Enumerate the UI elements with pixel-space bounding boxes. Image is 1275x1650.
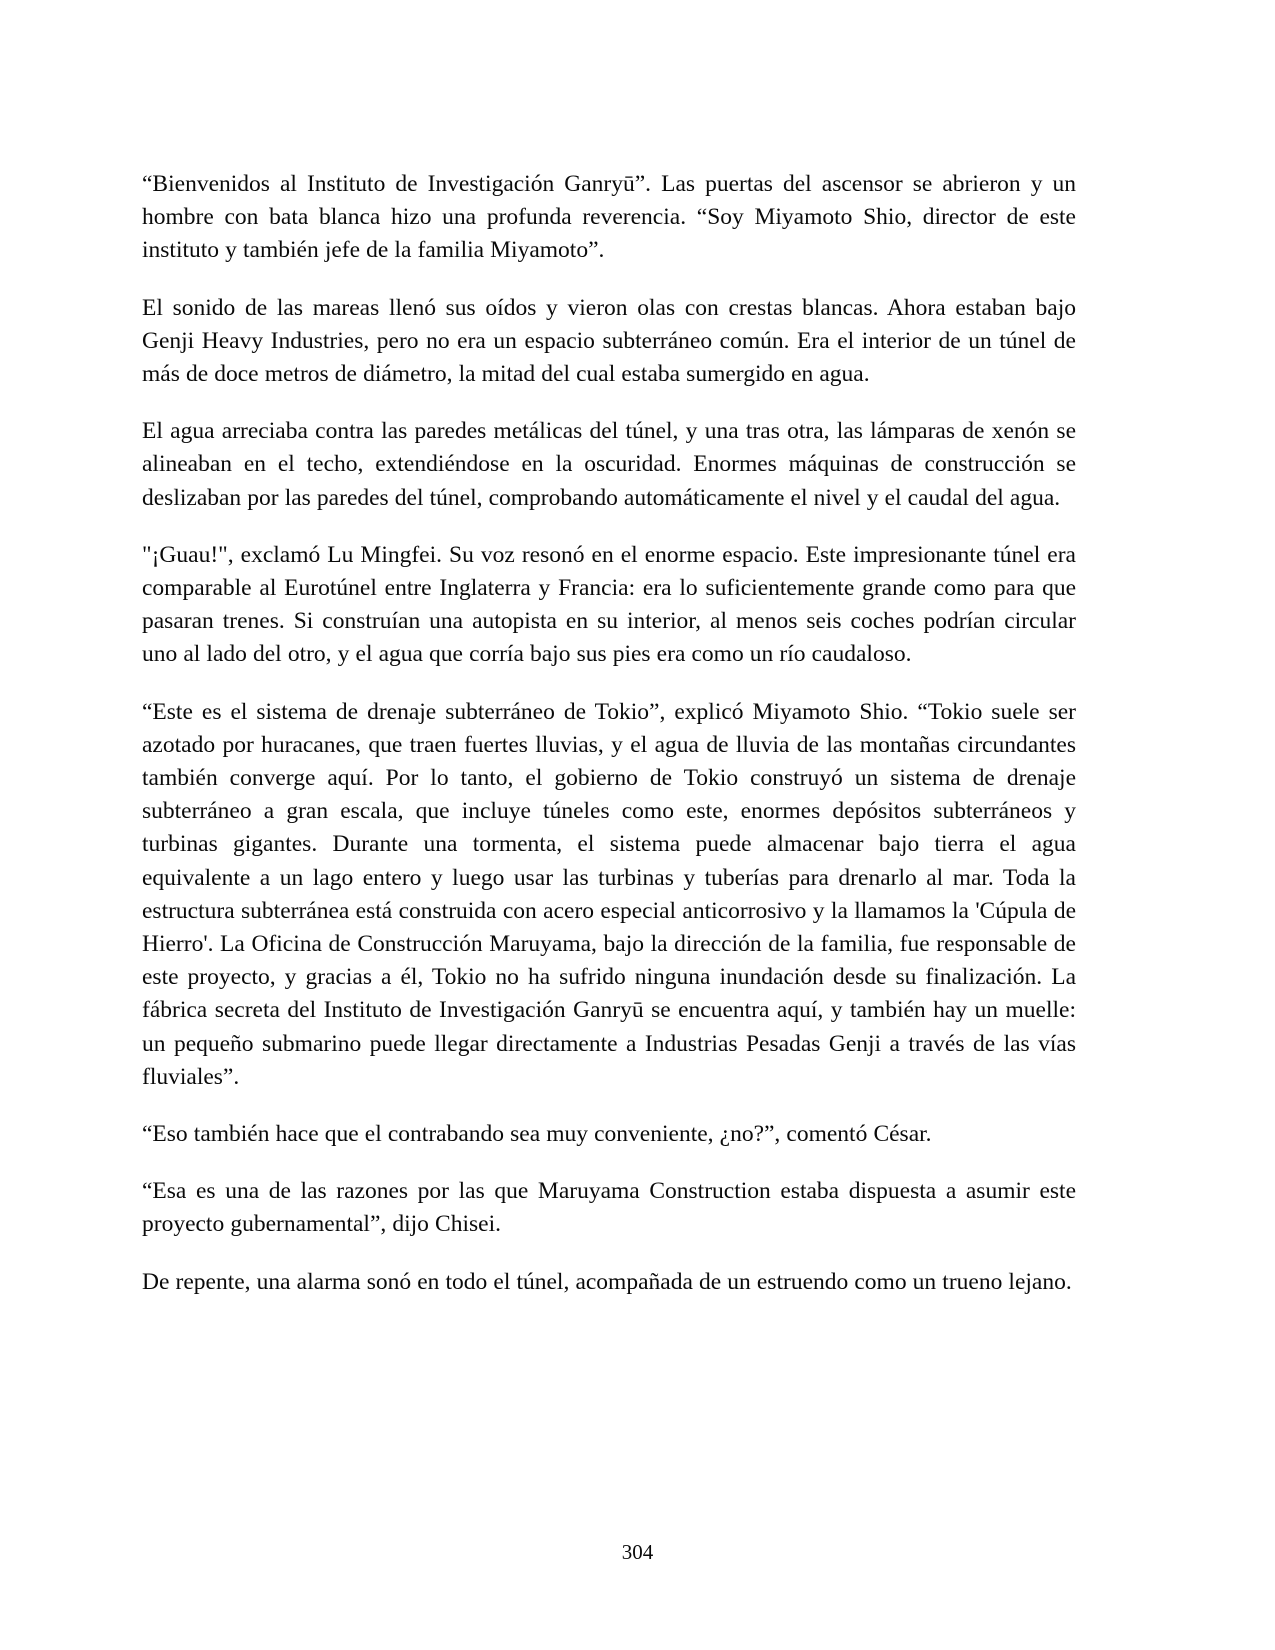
paragraph-7: “Esa es una de las razones por las que Maruyama Construction estaba dispuesta a asumir este proyecto gubernamental”, dijo Chisei. <box>142 1178 1076 1238</box>
paragraph-6: “Eso también hace que el contrabando sea muy conveniente, ¿no?”, comentó César. <box>142 1121 932 1148</box>
paragraph-5: “Este es el sistema de drenaje subterráneo de Tokio”, explicó Miyamoto Shio. “Tokio suele ser azotado por huracanes, que traen fuertes lluvias, y el agua de lluvia de las montañas circundantes también converge aquí. Por lo tanto, el gobierno de Tokio construyó un sistema de drenaje subterráneo a gran escala, que incluye túneles como este, enormes depósitos subterráneos y turbinas gigantes. Durante una tormenta, el sistema puede almacenar bajo tierra el agua equivalente a un lago entero y luego usar las turbinas y tuberías para drenarlo al mar. Toda la estructura subterránea está construida con acero especial anticorrosivo y la llamamos la 'Cúpula de Hierro'. La Oficina de Construcción Maruyama, bajo la dirección de la familia, fue responsable de este proyecto, y gracias a él, Tokio no ha sufrido ninguna inundación desde su finalización. La fábrica secreta del Instituto de Investigación Ganryū se encuentra aquí, y también hay un muelle: un pequeño submarino puede llegar directamente a Industrias Pesadas Genji a través de las vías fluviales”. <box>142 698 1076 1090</box>
paragraph-4: "¡Guau!", exclamó Lu Mingfei. Su voz resonó en el enorme espacio. Este impresionante túnel era comparable al Eurotúnel entre Inglaterra y Francia: era lo suficientemente grande como para que pasaran trenes. Si construían una autopista en su interior, al menos seis coches podrían circular uno al lado del otro, y el agua que corría bajo sus pies era como un río caudaloso. <box>142 541 1076 668</box>
body-text-block <box>142 168 1076 1299</box>
paragraph-1: “Bienvenidos al Instituto de Investigación Ganryū”. Las puertas del ascensor se abrieron y un hombre con bata blanca hizo una profunda reverencia. “Soy Miyamoto Shio, director de este instituto y también jefe de la familia Miyamoto”. <box>142 171 1076 264</box>
paragraph-8: De repente, una alarma sonó en todo el túnel, acompañada de un estruendo como un trueno lejano. <box>142 1268 1072 1295</box>
paragraph-2: El sonido de las mareas llenó sus oídos y vieron olas con crestas blancas. Ahora estaban bajo Genji Heavy Industries, pero no era un espacio subterráneo común. Era el interior de un túnel de más de doce metros de diámetro, la mitad del cual estaba sumergido en agua. <box>142 294 1076 388</box>
paragraph-3: El agua arreciaba contra las paredes metálicas del túnel, y una tras otra, las lámparas de xenón se alineaban en el techo, extendiéndose en la oscuridad. Enormes máquinas de construcción se deslizaban por las paredes del túnel, comprobando automáticamente el nivel y el caudal del agua. <box>142 418 1076 511</box>
page-number: 304 <box>621 1540 654 1564</box>
